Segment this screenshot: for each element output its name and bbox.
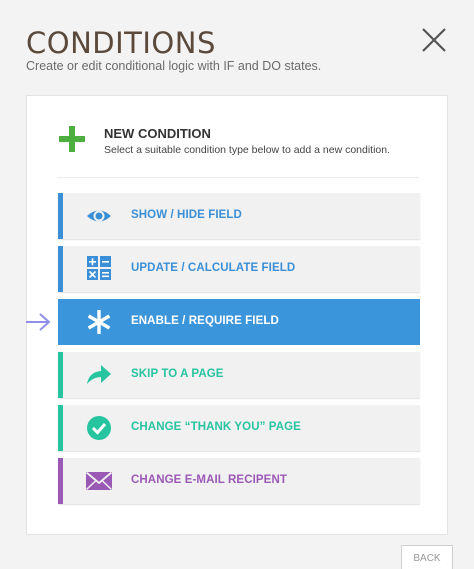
option-label: ENABLE / REQUIRE FIELD — [131, 315, 279, 327]
divider — [57, 177, 419, 178]
checkmark-circle-icon — [85, 415, 113, 441]
option-label: CHANGE E-MAIL RECIPENT — [131, 474, 287, 486]
page-title: CONDITIONS — [26, 26, 216, 60]
option-skip-to-page[interactable] — [58, 352, 420, 398]
page-subtitle: Create or edit conditional logic with IF and DO states. — [26, 59, 322, 73]
selection-arrow-icon — [24, 312, 52, 332]
option-change-email-recipient[interactable] — [58, 458, 420, 504]
option-label: UPDATE / CALCULATE FIELD — [131, 262, 296, 274]
option-update-calculate-field[interactable] — [58, 246, 420, 292]
close-button[interactable] — [418, 26, 450, 58]
envelope-icon — [85, 468, 113, 494]
option-label: CHANGE “THANK YOU” PAGE — [131, 421, 301, 433]
back-button[interactable]: BACK — [401, 545, 453, 569]
option-label: SHOW / HIDE FIELD — [131, 209, 242, 221]
plus-icon — [57, 124, 87, 154]
new-condition-header — [57, 124, 427, 164]
option-show-hide-field[interactable] — [58, 193, 420, 239]
asterisk-icon — [85, 309, 113, 335]
share-arrow-icon — [85, 362, 113, 388]
eye-icon — [85, 203, 113, 229]
calculator-icon — [85, 256, 113, 282]
conditions-panel — [26, 95, 448, 535]
option-change-thank-you-page[interactable] — [58, 405, 420, 451]
new-condition-title: NEW CONDITION — [104, 126, 211, 141]
option-enable-require-field[interactable] — [58, 299, 420, 345]
close-icon — [418, 26, 450, 58]
new-condition-description: Select a suitable condition type below to add a new condition. — [104, 144, 391, 156]
option-label: SKIP TO A PAGE — [131, 368, 224, 380]
